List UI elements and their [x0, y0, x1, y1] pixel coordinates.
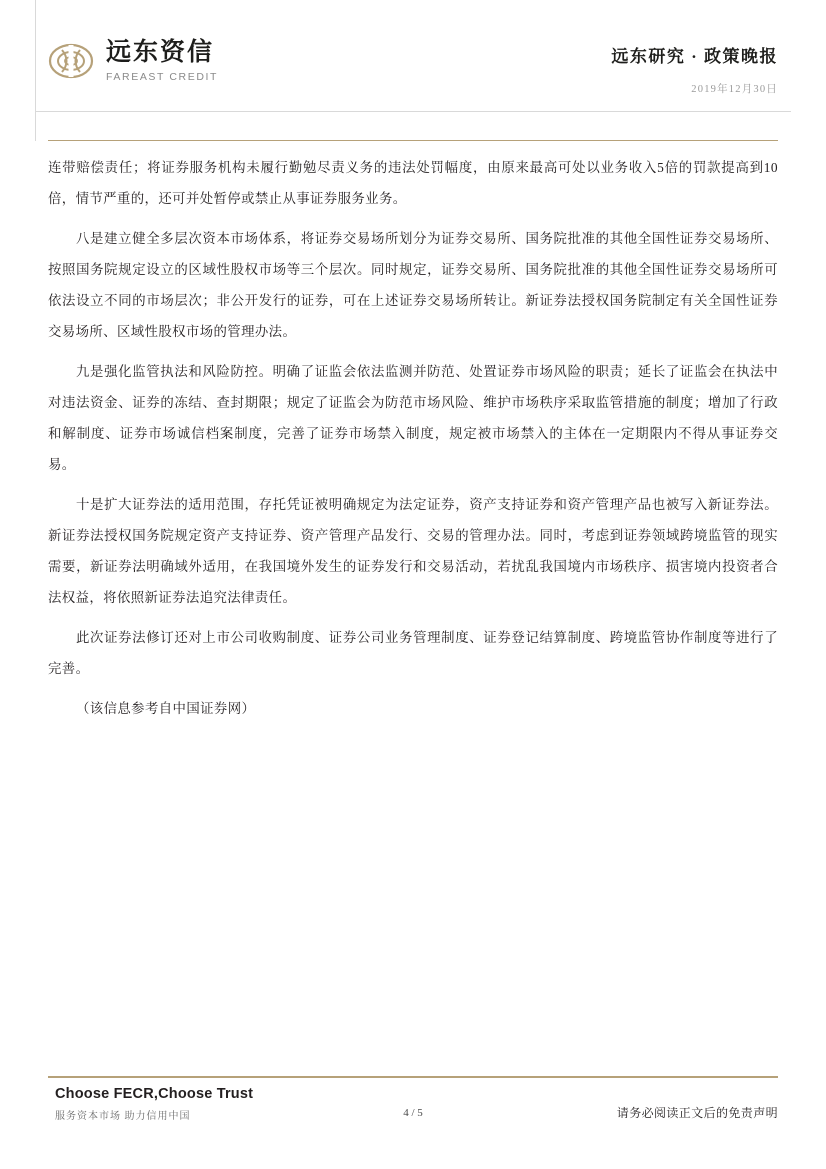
paragraph: 连带赔偿责任；将证券服务机构未履行勤勉尽责义务的违法处罚幅度，由原来最高可处以业务收入5倍的罚款提高到10倍，情节严重的，还可并处暂停或禁止从事证券服务业务。: [48, 160, 778, 206]
page-header: [0, 0, 826, 112]
document-body: [48, 152, 778, 733]
header-right: [611, 42, 778, 96]
report-date: 2019年12月30日: [691, 84, 778, 95]
left-margin-rule: [35, 0, 36, 141]
paragraph: 八是建立健全多层次资本市场体系，将证券交易场所划分为证券交易所、国务院批准的其他全国性证券交易场所、按照国务院规定设立的区域性股权市场等三个层次。同时规定，证券交易所、国务院批准的其他全国性证券交易场所可依法设立不同的市场层次；非公开发行的证券，可在上述证券交易场所转让。新证券法授权国务院制定有关全国性证券交易场所、区域性股权市场的管理办法。: [48, 231, 778, 339]
page-footer: [0, 1082, 826, 1152]
paragraph: 十是扩大证券法的适用范围，存托凭证被明确规定为法定证券，资产支持证券和资产管理产品也被写入新证券法。新证券法授权国务院规定资产支持证券、资产管理产品发行、交易的管理办法。同时，考虑到证券领域跨境监管的现实需要，新证券法明确域外适用，在我国境外发生的证券发行和交易活动，若扰乱我国境内市场秩序、损害境内投资者合法权益，将依照新证券法追究法律责任。: [48, 497, 778, 605]
brand-name-cn: 远东资信: [106, 38, 215, 66]
brand-block: [48, 38, 218, 84]
brand-name-en: FAREAST CREDIT: [106, 70, 219, 83]
brand-text: [106, 40, 218, 83]
report-title: 远东研究 · 政策晚报: [611, 47, 778, 66]
disclaimer-note: 请务必阅读正文后的免责声明: [616, 1106, 778, 1120]
header-divider: [35, 111, 791, 112]
paragraph: 九是强化监管执法和风险防控。明确了证监会依法监测并防范、处置证券市场风险的职责；延长了证监会在执法中对违法资金、证券的冻结、查封期限；规定了证监会为防范市场风险、维护市场秩序采取监管措施的制度；增加了行政和解制度、证券市场诚信档案制度，完善了证券市场禁入制度，规定被市场禁入的主体在一定期限内不得从事证券交易。: [48, 364, 778, 472]
content-top-rule: [48, 140, 778, 141]
paragraph: 此次证券法修订还对上市公司收购制度、证券公司业务管理制度、证券登记结算制度、跨境监管协作制度等进行了完善。: [48, 630, 778, 676]
paragraph-source-note: （该信息参考自中国证券网）: [76, 701, 256, 716]
footer-divider: [48, 1076, 778, 1078]
footer-slogan-en: Choose FECR,Choose Trust: [55, 1086, 254, 1102]
footer-slogan-cn: 服务资本市场 助力信用中国: [55, 1111, 191, 1122]
page-number: 4 / 5: [403, 1107, 423, 1119]
fareast-credit-logo-icon: [48, 38, 94, 84]
